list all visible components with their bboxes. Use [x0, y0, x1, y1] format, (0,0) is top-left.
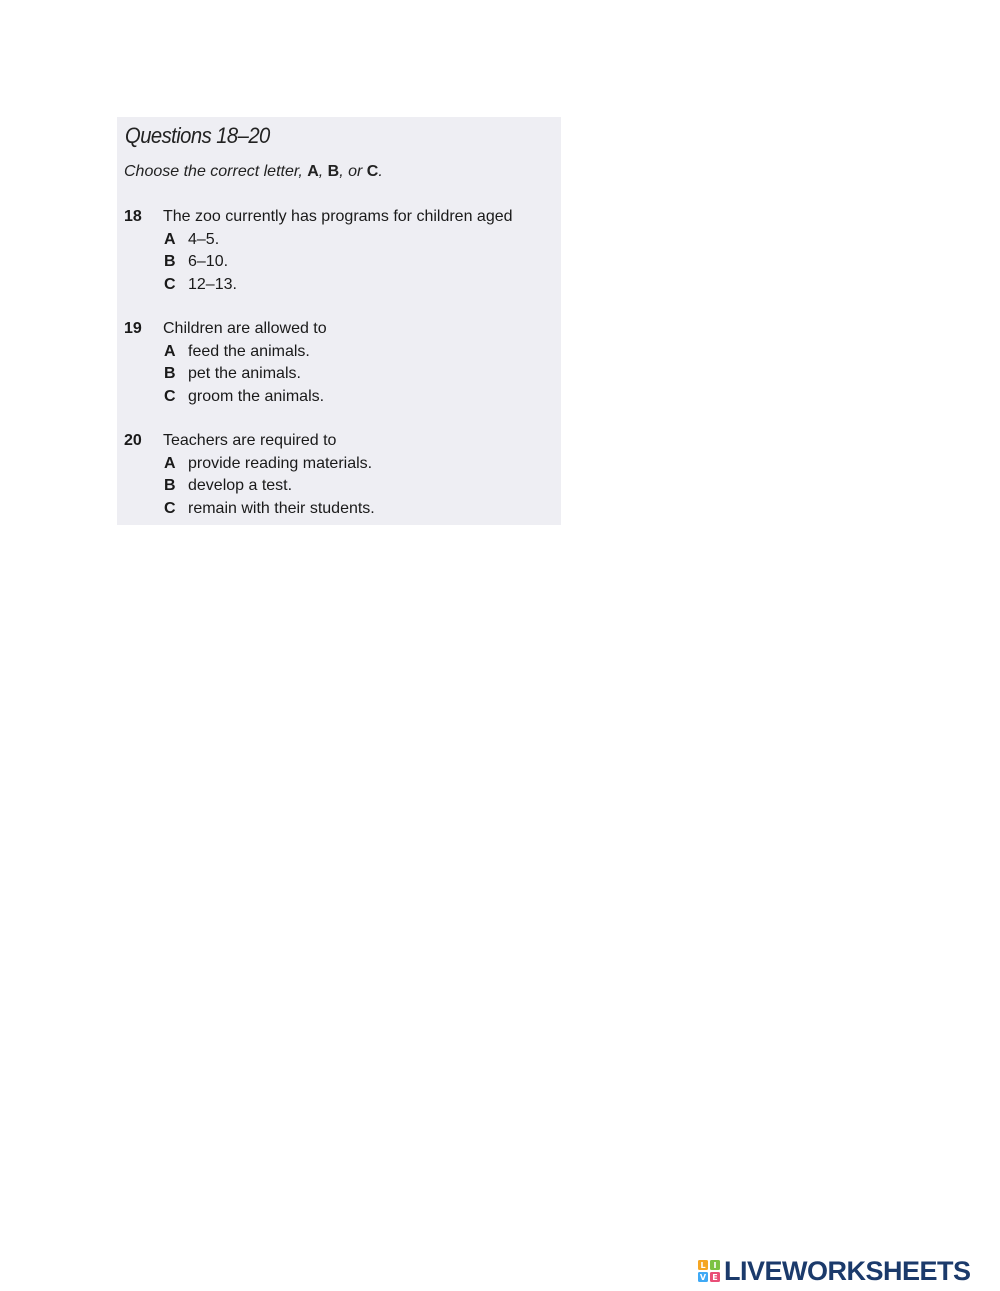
question-20 — [124, 430, 554, 520]
option-letter: C — [164, 275, 176, 293]
answer-option-c — [124, 274, 554, 297]
question-18 — [124, 206, 554, 296]
option-text: provide reading materials. — [188, 454, 373, 472]
option-text: develop a test. — [188, 477, 293, 494]
instruction-sep-2: , or — [339, 163, 367, 180]
answer-option-b — [124, 363, 554, 386]
question-stem: Children are allowed to — [163, 320, 327, 337]
instruction-suffix: . — [378, 163, 383, 180]
option-text: 12–13. — [188, 275, 237, 293]
option-letter: C — [164, 387, 176, 405]
option-text: remain with their students. — [188, 499, 375, 517]
instruction-prefix: Choose the correct letter, — [124, 163, 308, 180]
option-letter: A — [164, 230, 176, 248]
option-text: 4–5. — [188, 230, 220, 248]
answer-option-b — [124, 475, 554, 498]
svg-text:E: E — [712, 1273, 718, 1282]
section-title: Questions 18–20 — [125, 123, 270, 148]
question-panel — [117, 117, 561, 525]
svg-text:V: V — [699, 1273, 707, 1282]
svg-text:L: L — [700, 1261, 706, 1270]
instruction-letter-a: A — [307, 163, 319, 180]
answer-option-a — [124, 341, 554, 364]
instruction-sep-1: , — [318, 163, 328, 180]
question-number: 20 — [124, 432, 142, 449]
option-letter: C — [164, 499, 176, 517]
liveworksheets-mark-icon — [698, 1260, 720, 1282]
option-letter: A — [164, 342, 176, 360]
option-text: feed the animals. — [188, 342, 310, 360]
answer-option-b — [124, 251, 554, 274]
option-letter: B — [164, 253, 176, 270]
question-number: 18 — [124, 208, 142, 225]
question-stem: The zoo currently has programs for children aged — [163, 208, 513, 225]
logo-text: LIVEWORKSHEETS — [724, 1256, 971, 1286]
option-text: pet the animals. — [188, 365, 301, 382]
answer-option-a — [124, 453, 554, 476]
instruction — [124, 163, 383, 181]
answer-option-a — [124, 229, 554, 252]
instruction-letter-c: C — [366, 163, 379, 180]
answer-option-c — [124, 386, 554, 409]
option-letter: B — [164, 477, 176, 494]
answer-option-c — [124, 498, 554, 521]
liveworksheets-logo — [696, 1256, 996, 1286]
question-19 — [124, 318, 554, 408]
svg-text:I: I — [713, 1261, 717, 1270]
option-letter: A — [164, 454, 176, 472]
instruction-letter-b: B — [327, 163, 340, 180]
option-letter: B — [164, 365, 176, 382]
option-text: groom the animals. — [188, 387, 325, 405]
option-text: 6–10. — [188, 253, 229, 270]
question-stem: Teachers are required to — [163, 432, 337, 449]
question-number: 19 — [124, 320, 142, 337]
